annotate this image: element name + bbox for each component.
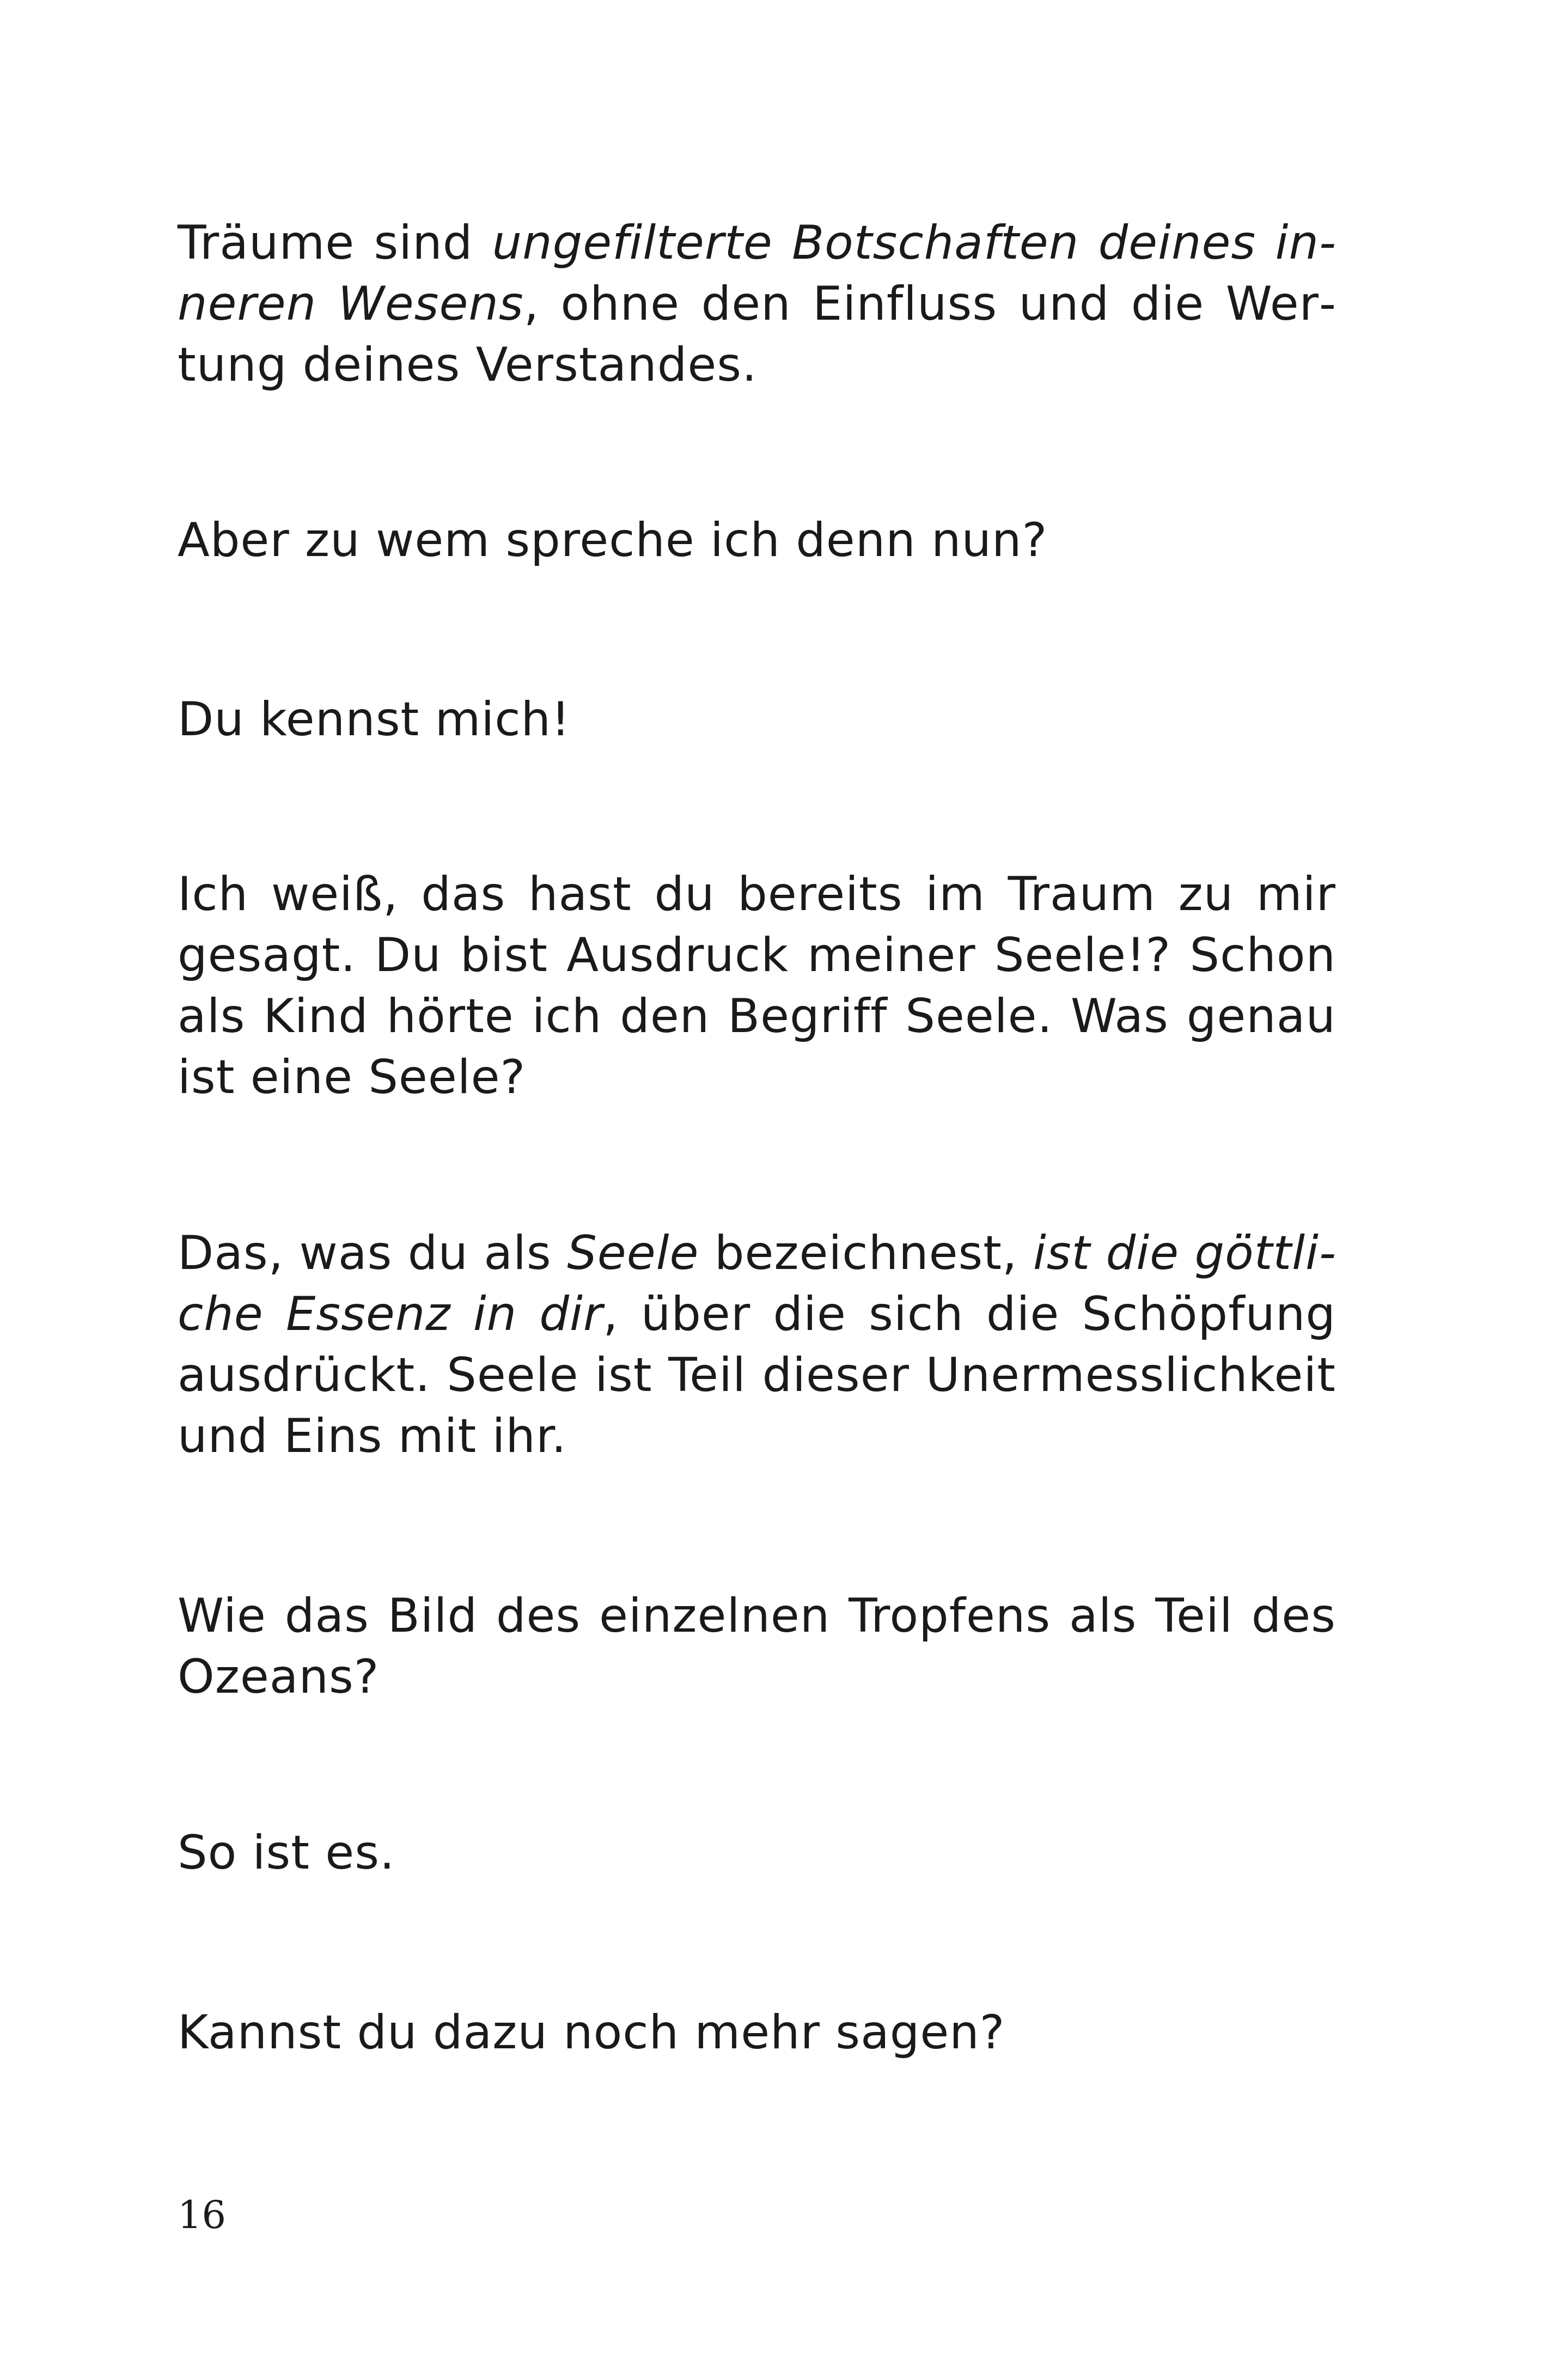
- paragraph-text: , ohne den Einfluss und die Wertung deines Verstandes.: [178, 277, 1336, 392]
- paragraph-text-italic: Seele: [567, 1226, 699, 1280]
- paragraph-dreams: [178, 212, 1336, 395]
- paragraph-text-italic: ungefilterte Botschaften deines inneren Wesens: [178, 216, 1336, 331]
- paragraph-text: Das, was du als: [178, 1226, 567, 1280]
- paragraph-text: Du kennst mich!: [178, 692, 571, 747]
- paragraph-question-who: [178, 510, 1336, 571]
- paragraph-you-know-me: [178, 689, 1336, 750]
- paragraph-text: , über die sich die Schöpfung ausdrückt. Seele ist Teil dieser Unermesslichkeit und Eins mit ihr.: [178, 1287, 1336, 1463]
- paragraph-text: So ist es.: [178, 1826, 395, 1880]
- paragraph-text: Aber zu wem spreche ich denn nun?: [178, 513, 1048, 567]
- paragraph-text: Träume sind: [178, 216, 492, 270]
- paragraph-so-it-is: [178, 1822, 1336, 1883]
- paragraph-text: Ich weiß, das hast du bereits im Traum zu mir gesagt. Du bist Ausdruck meiner Seele!? Schon als Kind hörte ich den Begriff Seele. Was genau ist eine Seele?: [178, 867, 1336, 1104]
- page-number: 16: [178, 2193, 227, 2237]
- paragraph-drop-ocean: [178, 1585, 1336, 1707]
- paragraph-text: Wie das Bild des einzelnen Tropfens als Teil des Ozeans?: [178, 1589, 1336, 1704]
- paragraph-soul-question: [178, 864, 1336, 1108]
- paragraph-say-more: [178, 2002, 1336, 2063]
- paragraph-soul-answer: [178, 1223, 1336, 1467]
- paragraph-text: Kannst du dazu noch mehr sagen?: [178, 2005, 1005, 2060]
- paragraph-text: bezeichnest,: [699, 1226, 1033, 1280]
- paragraph-text-italic: ist die göttliche Essenz in dir: [178, 1226, 1336, 1341]
